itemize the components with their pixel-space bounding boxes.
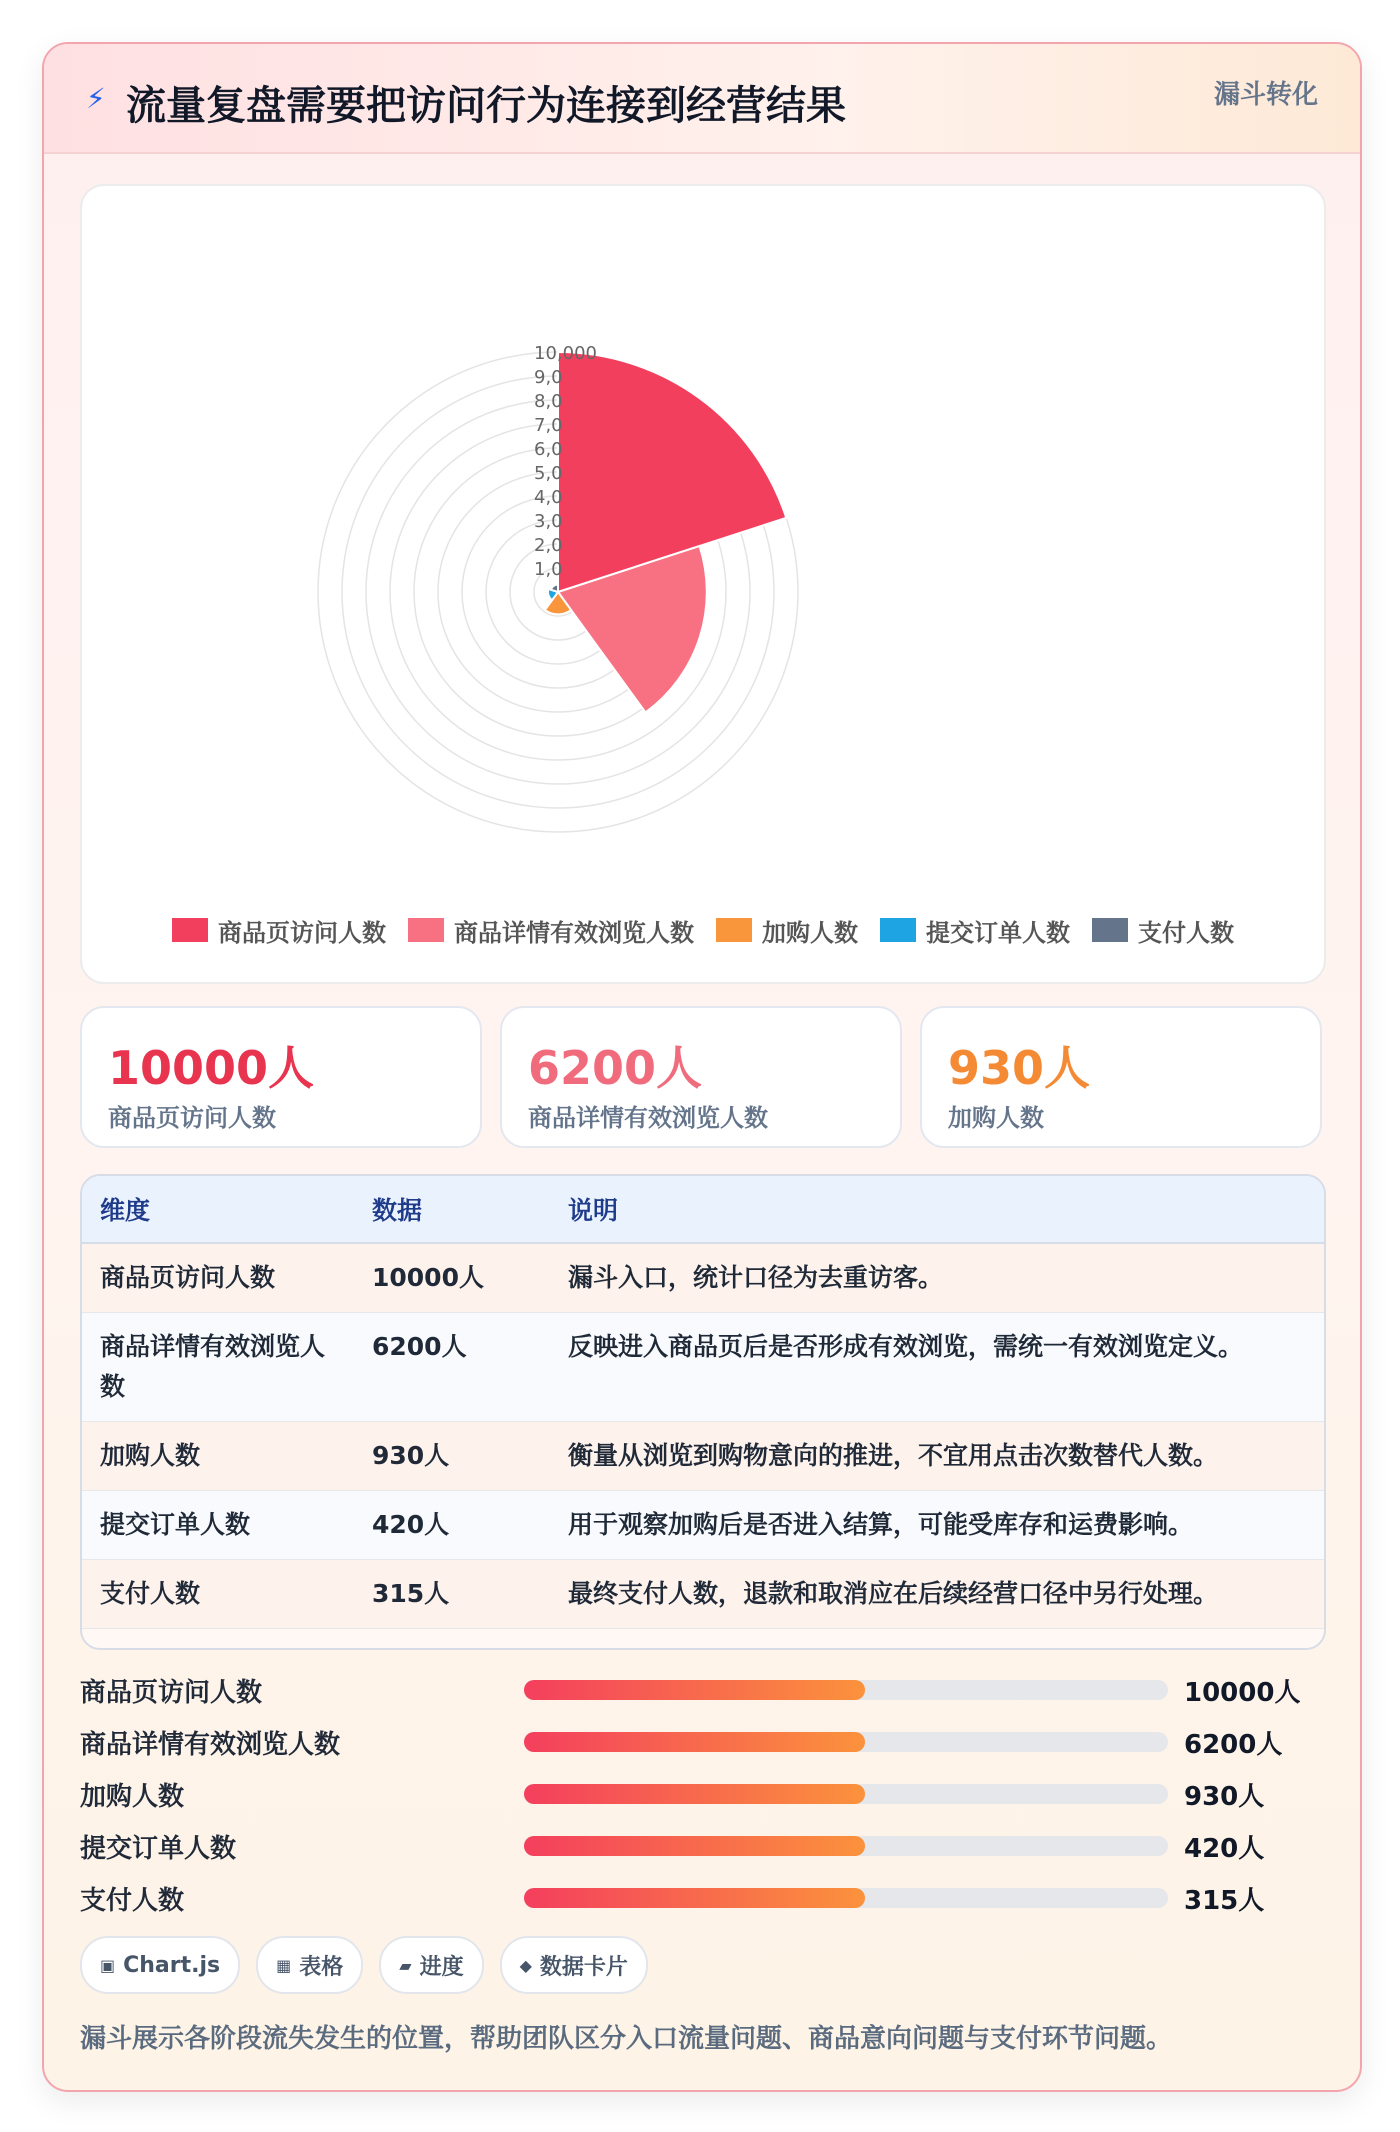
progress-track	[524, 1888, 1168, 1908]
category-tag: 漏斗转化	[1213, 80, 1318, 110]
legend-item[interactable]	[1092, 913, 1234, 948]
progress-fill	[524, 1836, 865, 1856]
legend-swatch	[408, 918, 444, 942]
legend-label: 支付人数	[1138, 918, 1234, 947]
table-row	[82, 1313, 1324, 1422]
legend-swatch	[172, 918, 208, 942]
table-row	[82, 1560, 1324, 1629]
chip-table[interactable]	[256, 1936, 363, 1994]
legend-swatch	[880, 918, 916, 942]
data-table	[80, 1174, 1326, 1650]
progress-track	[524, 1784, 1168, 1804]
chip-data-card[interactable]	[500, 1936, 648, 1994]
chart-container	[80, 184, 1326, 984]
table-cell: 10000人	[354, 1243, 550, 1313]
legend-label: 加购人数	[762, 918, 858, 947]
legend-swatch	[1092, 918, 1128, 942]
table-header-row	[82, 1176, 1324, 1243]
r-tick-label: 9,0	[534, 367, 563, 388]
r-tick-label: 4,0	[534, 487, 563, 508]
progress-value: 930人	[1184, 1782, 1265, 1812]
progress-fill	[524, 1680, 865, 1700]
table-row	[82, 1491, 1324, 1560]
diamond-icon: ◆	[519, 1955, 532, 1975]
progress-value: 315人	[1184, 1886, 1265, 1916]
stat-value: 930人	[948, 1041, 1091, 1095]
chart-icon: ▣	[100, 1955, 116, 1975]
r-tick-label: 5,0	[534, 463, 563, 484]
column-header: 数据	[354, 1176, 550, 1243]
progress-label: 支付人数	[80, 1886, 185, 1916]
stat-card	[80, 1006, 482, 1148]
progress-row	[80, 1768, 1322, 1820]
table-row	[82, 1422, 1324, 1491]
table-cell: 提交订单人数	[82, 1491, 354, 1560]
progress-row	[80, 1664, 1322, 1716]
chip-chartjs[interactable]	[80, 1936, 240, 1994]
progress-track	[524, 1680, 1168, 1700]
stat-label: 商品页访问人数	[108, 1104, 276, 1132]
r-tick-label: 7,0	[534, 415, 563, 436]
chip-progress[interactable]	[379, 1936, 483, 1994]
legend-label: 商品页访问人数	[218, 918, 386, 947]
stat-card	[500, 1006, 902, 1148]
stat-value: 6200人	[528, 1041, 703, 1095]
r-tick-label: 10,000	[534, 343, 597, 364]
table-cell: 315人	[354, 1560, 550, 1629]
main-card	[42, 42, 1362, 2092]
progress-value: 10000人	[1184, 1678, 1301, 1708]
table-cell: 420人	[354, 1491, 550, 1560]
table-cell: 漏斗入口，统计口径为去重访客。	[550, 1243, 1324, 1313]
legend-label: 商品详情有效浏览人数	[454, 918, 694, 947]
polar-area-chart	[82, 186, 1324, 906]
progress-fill	[524, 1888, 865, 1908]
legend-item[interactable]	[880, 913, 1070, 948]
footer-note: 漏斗展示各阶段流失发生的位置，帮助团队区分入口流量问题、商品意向问题与支付环节问题。	[80, 2024, 1173, 2054]
lightning-icon: ⚡	[86, 82, 106, 115]
stat-cards	[80, 1006, 1322, 1148]
table-icon: ▦	[276, 1955, 292, 1975]
stat-card	[920, 1006, 1322, 1148]
progress-track	[524, 1732, 1168, 1752]
table-cell: 支付人数	[82, 1560, 354, 1629]
card-header	[44, 44, 1360, 154]
legend-item[interactable]	[716, 913, 858, 948]
stat-label: 加购人数	[948, 1104, 1044, 1132]
legend-item[interactable]	[172, 913, 386, 948]
progress-track	[524, 1836, 1168, 1856]
chip-label: Chart.js	[123, 1952, 221, 1978]
table-cell: 最终支付人数，退款和取消应在后续经营口径中另行处理。	[550, 1560, 1324, 1629]
table-cell: 加购人数	[82, 1422, 354, 1491]
column-header: 维度	[82, 1176, 354, 1243]
stat-value: 10000人	[108, 1041, 315, 1095]
table-cell: 6200人	[354, 1313, 550, 1422]
progress-value: 6200人	[1184, 1730, 1283, 1760]
page-title: 流量复盘需要把访问行为连接到经营结果	[126, 83, 846, 129]
progress-label: 加购人数	[80, 1782, 185, 1812]
chip-label: 数据卡片	[539, 1954, 628, 1980]
polar-wedge-5[interactable]	[551, 584, 558, 592]
tag-chips	[80, 1936, 648, 1994]
chip-label: 表格	[299, 1954, 344, 1980]
progress-row	[80, 1820, 1322, 1872]
column-header: 说明	[550, 1176, 1324, 1243]
legend-swatch	[716, 918, 752, 942]
progress-fill	[524, 1784, 865, 1804]
r-tick-label: 3,0	[534, 511, 563, 532]
progress-list	[80, 1664, 1322, 1924]
legend-item[interactable]	[408, 913, 694, 948]
table-cell: 930人	[354, 1422, 550, 1491]
progress-label: 提交订单人数	[80, 1834, 237, 1864]
chip-label: 进度	[419, 1954, 464, 1980]
stat-label: 商品详情有效浏览人数	[528, 1104, 768, 1132]
progress-row	[80, 1872, 1322, 1924]
legend-label: 提交订单人数	[926, 918, 1070, 947]
progress-icon: ▰	[399, 1955, 412, 1975]
r-tick-label: 1,0	[534, 559, 563, 580]
progress-label: 商品页访问人数	[80, 1678, 263, 1708]
table-cell: 商品页访问人数	[82, 1243, 354, 1313]
r-tick-label: 6,0	[534, 439, 563, 460]
chart-legend	[82, 910, 1324, 950]
progress-value: 420人	[1184, 1834, 1265, 1864]
progress-fill	[524, 1732, 865, 1752]
progress-label: 商品详情有效浏览人数	[80, 1730, 341, 1760]
table-cell: 用于观察加购后是否进入结算，可能受库存和运费影响。	[550, 1491, 1324, 1560]
table-cell: 商品详情有效浏览人数	[82, 1313, 354, 1422]
table-row	[82, 1243, 1324, 1313]
r-tick-label: 8,0	[534, 391, 563, 412]
r-tick-label: 2,0	[534, 535, 563, 556]
table-cell: 衡量从浏览到购物意向的推进，不宜用点击次数替代人数。	[550, 1422, 1324, 1491]
table-cell: 反映进入商品页后是否形成有效浏览，需统一有效浏览定义。	[550, 1313, 1324, 1422]
progress-row	[80, 1716, 1322, 1768]
